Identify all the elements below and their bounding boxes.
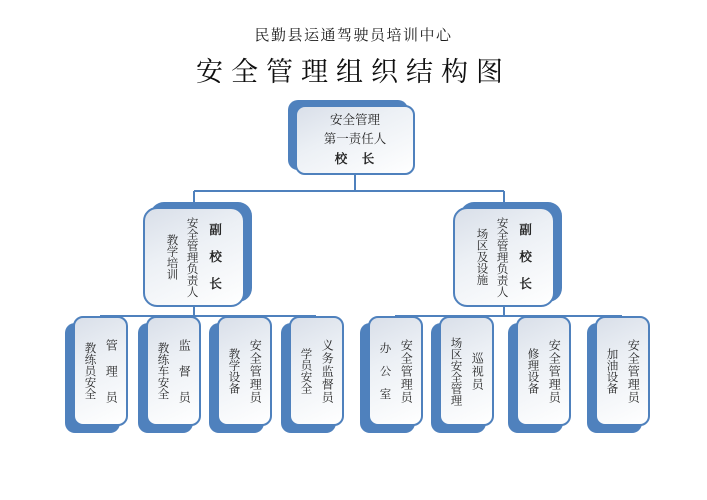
staff-role: 安全管理员 (399, 338, 414, 404)
box-vice-principal-training (143, 202, 252, 307)
box-admin-coach-safety (65, 316, 128, 433)
staff-duty: 学员安全 (299, 348, 312, 394)
principal-role: 校 长 (334, 151, 376, 166)
staff-role: 监 督 员 (177, 338, 192, 404)
page-title: 安全管理组织结构图 (196, 57, 511, 87)
principal-line2: 第一责任人 (323, 132, 387, 147)
vice-principal-line2: 场区及设施 (475, 228, 488, 286)
staff-role: 安全管理员 (626, 338, 641, 404)
staff-role: 安全管理员 (547, 338, 562, 404)
staff-duty: 教练员安全 (83, 342, 96, 400)
chart-header (0, 24, 707, 89)
box-safety-admin-fueling-equipment (587, 316, 650, 433)
staff-role: 管 理 员 (104, 338, 119, 404)
vice-principal-role: 副 校 长 (207, 223, 222, 291)
vice-principal-line2: 教学培训 (165, 234, 178, 280)
box-principal (288, 100, 415, 175)
box-safety-admin-repair-equipment (508, 316, 571, 433)
staff-role: 巡视员 (470, 351, 485, 391)
box-volunteer-supervisor-student-safety (281, 316, 344, 433)
staff-duty: 教练车安全 (156, 342, 169, 400)
staff-duty: 办 公 室 (378, 342, 391, 400)
box-supervisor-vehicle-safety (138, 316, 201, 433)
box-safety-admin-office (360, 316, 423, 433)
box-safety-admin-teaching-equipment (209, 316, 272, 433)
staff-duty: 修理设备 (526, 348, 539, 394)
box-inspector-site-safety (431, 316, 494, 433)
staff-duty: 加油设备 (605, 348, 618, 394)
principal-line1: 安全管理 (329, 112, 380, 127)
vice-principal-role: 副 校 长 (517, 223, 532, 291)
vice-principal-line1: 安全管理负责人 (185, 216, 198, 298)
staff-role: 安全管理员 (248, 338, 263, 404)
organization-name: 民勤县运通驾驶员培训中心 (254, 28, 453, 44)
box-vice-principal-facilities (453, 202, 562, 307)
staff-duty: 场区安全管理 (449, 336, 462, 406)
staff-role: 义务监督员 (320, 338, 335, 404)
vice-principal-line1: 安全管理负责人 (495, 216, 508, 298)
staff-duty: 教学设备 (227, 348, 240, 394)
